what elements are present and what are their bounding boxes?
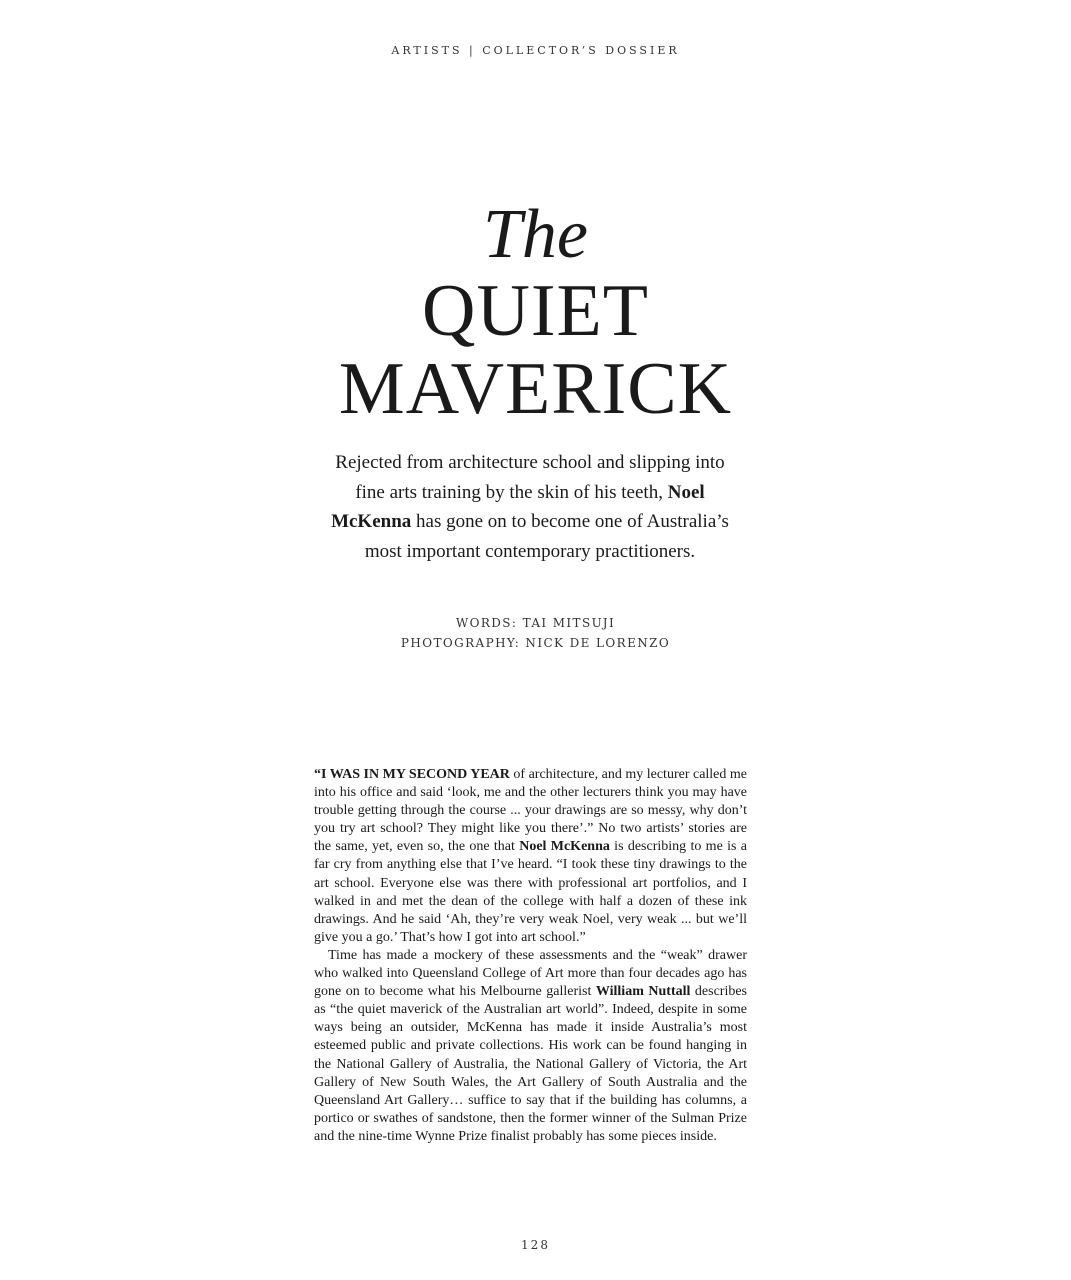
p1-text-a: of architecture, and my lecturer called me into his office and said ‘look, me and the other lecturers think you may have trouble getting through the course ... your drawings are so messy, why don’t you try art school? They might like you there’.” No two artists’ stories are the same, yet, even so, the one that (314, 767, 748, 855)
lead-in-caps: “I WAS IN MY SECOND YEAR (314, 767, 510, 782)
standfirst-artist-name: Noel McKenna (331, 481, 705, 532)
page-number: 128 (521, 1238, 550, 1252)
p2-gallerist-name: William Nuttall (595, 984, 691, 1000)
running-head: ARTISTS | COLLECTOR’S DOSSIER (391, 44, 680, 57)
p1-text-b: is describing to me is a far cry from anything else that I’ve heard. “I took these tiny drawings to the art school. Everyone else was there with professional art portfolios, and I walked in and met the dean of the college with half a dozen of these ink drawings. And he said ‘Ah, they’re very weak Noel, very weak ... but we’ll give you a go.’ That’s how I got into art school.” (314, 839, 747, 945)
credit-photography: PHOTOGRAPHY: NICK DE LORENZO (400, 636, 671, 650)
title-line-maverick: MAVERICK (338, 348, 733, 430)
credits (0, 613, 1071, 653)
body-copy (314, 766, 747, 1146)
title-line-the: The (483, 196, 588, 273)
article-title (0, 196, 1071, 430)
body-paragraph-1 (314, 766, 747, 947)
p2-text-b: describes as “the quiet maverick of the Australian art world”. Indeed, despite in some ways being an outsider, McKenna has made it inside Australia’s most esteemed public and private collections. His work can be found hanging in the National Gallery of Australia, the National Gallery of Victoria, the Art Gallery of New South Wales, the Art Gallery of South Australia and the Queensland Art Gallery… suffice to say that if the building has columns, a portico or swathes of sandstone, then the former winner of the Sulman Prize and the nine-time Wynne Prize finalist probably has some pieces inside. (314, 984, 748, 1144)
standfirst-text-before: Rejected from architecture school and slipping into fine arts training by the skin of his teeth, (335, 452, 725, 503)
p1-artist-name: Noel McKenna (519, 839, 610, 855)
standfirst-text-after: has gone on to become one of Australia’s most important contemporary practitioners. (364, 511, 729, 562)
credit-words: WORDS: TAI MITSUJI (455, 616, 616, 630)
p2-text-a: Time has made a mockery of these assessments and the “weak” drawer who walked into Queensland College of Art more than four decades ago has gone on to become what his Melbourne gallerist (314, 947, 747, 1000)
title-line-quiet: QUIET (422, 270, 649, 352)
body-paragraph-2 (314, 947, 747, 1146)
standfirst (320, 448, 740, 566)
